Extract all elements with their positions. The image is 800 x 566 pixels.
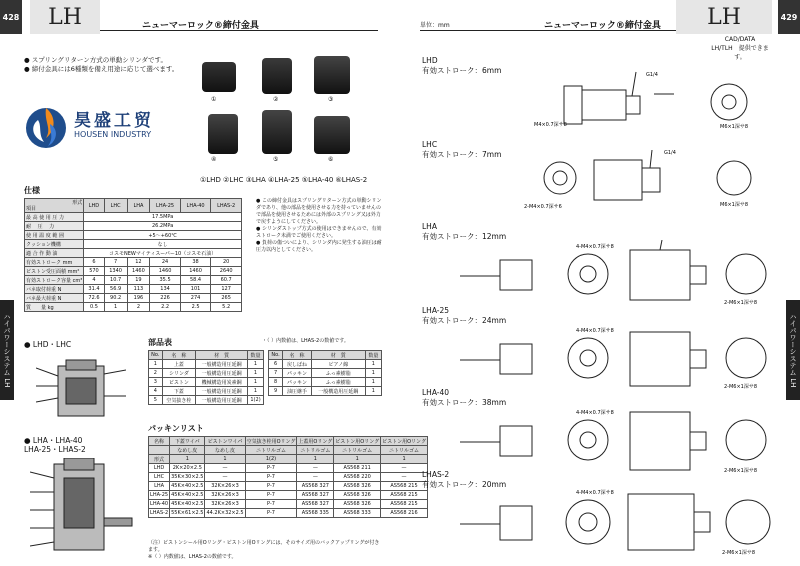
spec-col: LHA — [127, 199, 150, 213]
spec-row — [25, 222, 242, 231]
parts-row: 5 空気抜き栓 一般構造用圧延鋼 1(2) — [149, 396, 264, 405]
svg-text:2-M6×1深サ8: 2-M6×1深サ8 — [724, 384, 758, 390]
spec-label: クッション機構 — [25, 240, 84, 249]
parts-table-right: No. 名 称 材 質 数量 6 戻しばね ピアノ線 1 7 パッキン ふっ素樹脂 1 8 パッキン ふっ素樹脂 1 9 油圧継手 一般構造用圧延鋼 1 — [268, 350, 382, 396]
packing-heading: パッキンリスト — [148, 424, 204, 433]
spec-row: バネ取付荷重 N 31.4 56.9 113 134 101 127 — [25, 285, 242, 294]
photo-number: ④ — [211, 156, 217, 163]
spec-col: LHAS-2 — [211, 199, 242, 213]
svg-text:2-M6×1深サ8: 2-M6×1深サ8 — [724, 468, 758, 474]
side-label-left: ハイパワーシステム LH — [0, 300, 14, 400]
svg-text:2-M6×1深サ8: 2-M6×1深サ8 — [724, 300, 758, 306]
section-drawing-lha — [30, 458, 140, 558]
packing-row: LHC 35K×30×2.5 — P-7 — AS568 220 — — [149, 473, 428, 482]
model-stroke: 有効ストローク：6mm — [422, 66, 502, 75]
spec-value: コスモNEWマイティスーパー10（コスモ石油） — [84, 249, 242, 258]
svg-text:2-M4×0.7深サ6: 2-M4×0.7深サ6 — [524, 204, 562, 210]
model-label-lha: ● LHA・LHA-40 LHA-25・LHAS-2 — [24, 436, 86, 454]
parts-row: 9 油圧継手 一般構造用圧延鋼 1 — [269, 387, 382, 396]
packing-header-row: 名称 下蓋ワイパ ピストンワイパ 空気抜き栓用Oリング 上蓋用Oリング ピストン用Oリング ピストン用Oリング — [149, 437, 428, 446]
photo-number: ③ — [328, 96, 334, 103]
spec-row: 有効ストローク容量 cm³ 4 10.7 19 35.5 58.4 60.7 — [25, 276, 242, 285]
spec-label: 適 合 作 動 油 — [25, 249, 84, 258]
section-drawing-lhd — [36, 356, 126, 426]
spec-row: 質 量 kg 0.5 1 2 2.2 2.5 5.2 — [25, 303, 242, 312]
photo-number: ① — [211, 96, 217, 103]
page-title-left: ニューマーロック®締付金具 — [142, 21, 259, 31]
usage-note: ● シリンダストップ方式の使用はできませんので、有効ストローク未満でご使用ください。 — [256, 226, 382, 239]
model-stroke: 有効ストローク：20mm — [422, 480, 507, 489]
model-name: LHA-25 — [422, 306, 450, 315]
packing-notes — [148, 540, 382, 561]
spec-col: LHC — [104, 199, 127, 213]
packing-header-row: 形式 1 1 1(2) 1 1 1 — [149, 455, 428, 464]
spec-heading: 仕様 — [24, 186, 40, 195]
parts-table-left: No. 名 称 材 質 数量 1 上蓋 一般構造用圧延鋼 1 2 シリンダ 一般構造用圧延鋼 1 3 ピストン 機械構造用炭素鋼 1 4 下蓋 一般構造用圧延鋼 1 5 空気抜き栓 一般構造用圧延鋼 1(2) — [148, 350, 264, 405]
photo-number: ⑤ — [273, 156, 279, 163]
spec-value: 26.2MPa — [84, 222, 242, 231]
parts-row: 8 パッキン ふっ素樹脂 1 — [269, 378, 382, 387]
drawing-lha40 — [460, 406, 776, 474]
model-drawings — [420, 56, 780, 556]
model-stroke: 有効ストローク：38mm — [422, 398, 507, 407]
parts-row: 4 下蓋 一般構造用圧延鋼 1 — [149, 387, 264, 396]
model-name: LHA-40 — [422, 388, 450, 397]
unit-label: 単位：mm — [420, 22, 450, 29]
spec-col: LHA-25 — [150, 199, 180, 213]
page-number-right: 429 — [778, 0, 800, 34]
packing-row: LHAS-2 55K×61×2.5 44.2K×32×2.5 P-7 AS568 335 AS568 333 AS568 216 — [149, 509, 428, 518]
packing-note: （注）ピストンシール用Oリング・ピストン用Oリングには、そのサイズ用のバックアップリングが付きます。 — [148, 540, 380, 553]
product-photo-lhc — [262, 58, 292, 94]
svg-text:M4×0.7深サ8: M4×0.7深サ8 — [534, 122, 567, 128]
spec-row — [25, 213, 242, 222]
page-title-right: ニューマーロック®締付金具 — [544, 21, 661, 31]
parts-row: 6 戻しばね ピアノ線 1 — [269, 360, 382, 369]
spec-row — [25, 240, 242, 249]
svg-text:G1/4: G1/4 — [664, 150, 676, 156]
parts-note: ・（ ）内数値は、LHAS-2の数値です。 — [262, 338, 349, 344]
product-photo-lha40 — [262, 110, 292, 154]
cad-note: CAD/DATA LH/TLH 提供できます。 — [711, 36, 769, 61]
spec-row: ピストン受圧面積 mm² 570 1340 1460 1460 1460 2640 — [25, 267, 242, 276]
series-tab-right: LH — [676, 0, 772, 34]
spec-label: 質 量 kg — [25, 303, 84, 312]
spec-row — [25, 231, 242, 240]
flame-logo-icon — [24, 102, 68, 150]
spec-value: +5～+60℃ — [84, 231, 242, 240]
svg-text:4-M4×0.7深サ8: 4-M4×0.7深サ8 — [576, 328, 614, 334]
usage-notes — [256, 198, 382, 254]
svg-text:2-M6×1深サ8: 2-M6×1深サ8 — [722, 550, 756, 556]
spec-row: バネ最大荷重 N 72.6 90.2 196 226 274 265 — [25, 294, 242, 303]
product-photo-lha25 — [208, 114, 238, 154]
series-tab-left: LH — [30, 0, 100, 34]
model-stroke: 有効ストローク：12mm — [422, 232, 507, 241]
spec-table — [24, 198, 242, 312]
drawing-lha25 — [460, 324, 776, 390]
model-label-lhd: ● LHD・LHC — [24, 340, 72, 349]
svg-text:4-M4×0.7深サ8: 4-M4×0.7深サ8 — [576, 410, 614, 416]
photo-number: ② — [273, 96, 279, 103]
packing-row: LHA-40 45K×40×2.5 32K×26×3 P-7 AS568 327 AS568 326 AS568 215 — [149, 500, 428, 509]
spec-label: バネ最大荷重 N — [25, 294, 84, 303]
model-name: LHC — [422, 140, 438, 149]
product-photos — [196, 52, 372, 192]
product-photo-lhd — [202, 62, 236, 92]
model-name: LHA — [422, 222, 437, 231]
photo-caption: ①LHD ②LHC ③LHA ④LHA-25 ⑤LHA-40 ⑥LHAS-2 — [200, 176, 368, 184]
drawing-lha — [460, 240, 776, 306]
feature-bullet: ● スプリングリターン方式の単動シリンダです。 — [24, 56, 167, 64]
spec-value: なし — [84, 240, 242, 249]
model-stroke: 有効ストローク：7mm — [422, 150, 502, 159]
feature-bullet: ● 締付金具には6種類を備え用途に応じて選べます。 — [24, 65, 179, 73]
spec-header-row — [25, 199, 242, 213]
spec-row — [25, 249, 242, 258]
svg-text:M6×1深サ8: M6×1深サ8 — [720, 202, 749, 208]
photo-number: ⑥ — [328, 156, 334, 163]
parts-row: 2 シリンダ 一般構造用圧延鋼 1 — [149, 369, 264, 378]
product-photo-lhas2 — [314, 116, 350, 154]
drawing-lhc — [524, 146, 774, 212]
packing-row: LHA 45K×40×2.5 32K×26×3 P-7 AS568 327 AS568 326 AS568 215 — [149, 482, 428, 491]
logo-en-text: HOUSEN INDUSTRY — [74, 130, 152, 139]
parts-row: 7 パッキン ふっ素樹脂 1 — [269, 369, 382, 378]
model-name: LHD — [422, 56, 438, 65]
packing-row: LHD 2K×20×2.5 — P-7 — AS568 211 — — [149, 464, 428, 473]
drawing-lhas2 — [460, 486, 776, 556]
svg-text:G1/4: G1/4 — [646, 72, 658, 78]
spec-label: 最 高 使 用 圧 力 — [25, 213, 84, 222]
logo-cn-text: 昊盛工贸 — [74, 111, 154, 131]
svg-text:4-M4×0.7深サ8: 4-M4×0.7深サ8 — [576, 244, 614, 250]
spec-label: バネ取付荷重 N — [25, 285, 84, 294]
parts-heading: 部品表 — [148, 338, 172, 347]
page-number-left: 428 — [0, 0, 22, 34]
parts-row: 3 ピストン 機械構造用炭素鋼 1 — [149, 378, 264, 387]
feature-list — [24, 56, 178, 74]
usage-note: ● この締付金具はスプリングリターン方式の単動シリンダであり、他の部品を使用させる力を持っていませんので部品を使用させるためには外部のスプリング又は外力で戻すようにしてください。 — [256, 198, 382, 225]
model-name: LHAS-2 — [422, 470, 450, 479]
packing-header-row: なめし皮 なめし皮 ニトリルゴム ニトリルゴム ニトリルゴム ニトリルゴム — [149, 446, 428, 455]
usage-note: ● 負荷の傷ついにより、シリンダ内に発生する油圧は耐圧力以内としてください。 — [256, 240, 382, 253]
packing-row: LHA-25 45K×40×2.5 32K×26×3 P-7 AS568 327 AS568 326 AS568 215 — [149, 491, 428, 500]
packing-table — [148, 436, 428, 518]
spec-label: 耐 圧 力 — [25, 222, 84, 231]
company-logo — [24, 102, 174, 154]
spec-col: LHA-40 — [180, 199, 210, 213]
product-photo-lha — [314, 56, 350, 94]
packing-note: ※（ ）内数値は、LHAS-2の数値です。 — [148, 554, 237, 560]
svg-text:M6×1深サ8: M6×1深サ8 — [720, 124, 749, 130]
spec-row: 有効ストローク mm 6 7 12 24 38 20 — [25, 258, 242, 267]
spec-col: LHD — [84, 199, 104, 213]
spec-label: 使 用 温 度 範 囲 — [25, 231, 84, 240]
spec-label: 有効ストローク mm — [25, 258, 84, 267]
model-stroke: 有効ストローク：24mm — [422, 316, 507, 325]
spec-value: 17.5MPa — [84, 213, 242, 222]
drawing-lhd — [524, 66, 774, 132]
side-label-right: ハイパワーシステム LH — [786, 300, 800, 400]
spec-label: ピストン受圧面積 mm² — [25, 267, 84, 276]
spec-corner: 形式 項目 — [26, 200, 83, 212]
parts-row: 1 上蓋 一般構造用圧延鋼 1 — [149, 360, 264, 369]
svg-text:4-M4×0.7深サ8: 4-M4×0.7深サ8 — [576, 490, 614, 496]
spec-label: 有効ストローク容量 cm³ — [26, 277, 83, 284]
